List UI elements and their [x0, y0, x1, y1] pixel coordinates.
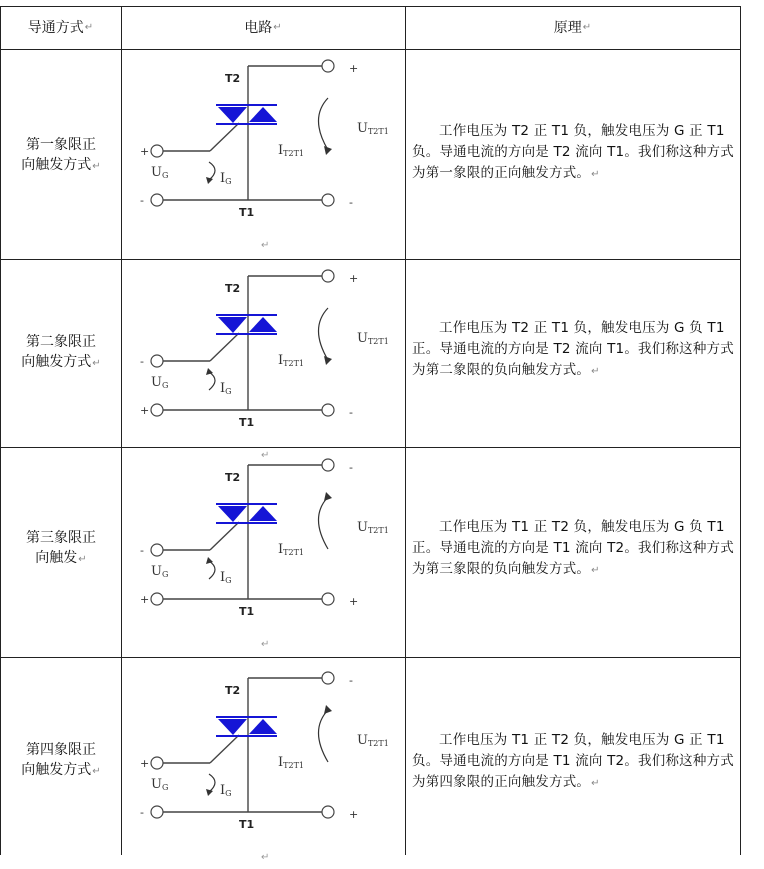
top-polarity-sign: - [349, 674, 353, 687]
ug-label [151, 777, 168, 792]
it2t1-label [278, 143, 304, 158]
ig-label-main: I [220, 381, 226, 396]
t2-label: T2 [225, 282, 241, 295]
t1-label: T1 [239, 605, 255, 618]
ig-label-sub: G [225, 789, 232, 798]
gate-terminal-circle [151, 544, 163, 556]
ug-label-sub: G [161, 783, 169, 792]
triac-circuit-svg [125, 451, 405, 656]
ug-label-sub: G [161, 570, 169, 579]
triac-diode-left [218, 506, 247, 522]
it2t1-label-main: I [278, 755, 284, 770]
ut2t1-label [357, 121, 389, 136]
mode-label-1-line2: 向触发方式↵ [21, 157, 101, 173]
gate-terminal-circle [151, 355, 163, 367]
table-border-left [0, 6, 1, 855]
t1-left-terminal-circle [151, 194, 163, 206]
t2-terminal-circle [322, 270, 334, 282]
triac-circuit-svg [125, 52, 405, 257]
row-divider-3 [0, 657, 741, 658]
mode-label-2-line1: 第二象限正 [26, 334, 96, 350]
ig-label-main: I [220, 783, 226, 798]
gate-lead [210, 522, 239, 550]
ig-label-sub: G [225, 177, 232, 186]
it2t1-label [278, 755, 304, 770]
triac-circuit-svg [125, 664, 405, 869]
circuit-diagram-3 [125, 451, 405, 656]
t1-right-terminal-circle [322, 593, 334, 605]
t2-label: T2 [225, 72, 241, 85]
ig-label [220, 381, 232, 396]
mode-label-4-line1: 第四象限正 [26, 742, 96, 758]
mode-label-4 [6, 740, 116, 782]
gate-current-arrow [209, 774, 215, 792]
circuit-diagram-4 [125, 664, 405, 869]
it2t1-label-sub: T2T1 [283, 761, 304, 770]
triac-diode-left [218, 107, 247, 123]
it2t1-label-sub: T2T1 [283, 149, 304, 158]
header-mode: 导通方式 ↵ [27, 19, 94, 36]
ig-label-sub: G [225, 576, 232, 585]
return-mark: ↵ [261, 639, 270, 650]
mode-label-1 [6, 135, 116, 177]
t1-right-terminal-circle [322, 806, 334, 818]
t1-label: T1 [239, 206, 255, 219]
mode-label-4-line2: 向触发方式↵ [21, 762, 101, 778]
ug-label [151, 564, 168, 579]
it2t1-label-main: I [278, 353, 284, 368]
ut2t1-label-sub: T2T1 [367, 337, 389, 346]
it2t1-label-sub: T2T1 [283, 359, 304, 368]
header-circuit: 电路 ↵ [244, 19, 282, 36]
principle-text-2: 工作电压为 T2 正 T1 负，触发电压为 G 负 T1 正。导通电流的方向是 T2 流向 T1。我们称这种方式为第二象限的负向触发方式。↵ [412, 320, 734, 378]
ut2t1-label-main: U [357, 331, 368, 346]
gate-lead [210, 735, 239, 763]
ug-label [151, 165, 168, 180]
it2t1-label [278, 542, 304, 557]
cathode-polarity-sign: - [140, 806, 144, 819]
bottom-polarity-sign: + [349, 595, 359, 608]
it2t1-label-main: I [278, 542, 284, 557]
ig-label [220, 171, 232, 186]
voltage-arc-arrow [319, 710, 329, 762]
circuit-diagram-2 [125, 262, 405, 467]
gate-current-arrow [209, 372, 215, 390]
ut2t1-label [357, 520, 389, 535]
t1-label: T1 [239, 818, 255, 831]
gate-terminal-circle [151, 757, 163, 769]
triac-diode-right [249, 506, 277, 521]
mode-label-3-line1: 第三象限正 [26, 530, 96, 546]
gate-current-arrow [209, 162, 215, 180]
ut2t1-label-main: U [357, 121, 368, 136]
top-polarity-sign: - [349, 461, 353, 474]
t1-label: T1 [239, 416, 255, 429]
top-polarity-sign: + [349, 62, 359, 75]
t2-terminal-circle [322, 459, 334, 471]
ug-label-sub: G [161, 381, 169, 390]
ig-label-main: I [220, 570, 226, 585]
ig-label-sub: G [225, 387, 232, 396]
it2t1-label-main: I [278, 143, 284, 158]
ut2t1-label [357, 733, 389, 748]
gate-lead [210, 333, 239, 361]
it2t1-label [278, 353, 304, 368]
ig-label [220, 570, 232, 585]
mode-label-1-line1: 第一象限正 [26, 137, 96, 153]
voltage-arc-arrowhead [324, 356, 332, 365]
voltage-arc-arrowhead [324, 705, 332, 714]
bottom-polarity-sign: - [349, 406, 353, 419]
ug-label-main: U [151, 165, 162, 180]
principle-text-4: 工作电压为 T1 正 T2 负，触发电压为 G 正 T1 负。导通电流的方向是 T1 流向 T2。我们称这种方式为第四象限的正向触发方式。↵ [412, 732, 734, 790]
table-divider-col1 [121, 6, 122, 855]
gate-polarity-sign: - [140, 544, 144, 557]
ut2t1-label-main: U [357, 520, 368, 535]
mode-label-2-line2: 向触发方式↵ [21, 354, 101, 370]
return-mark: ↵ [261, 450, 270, 461]
principle-text-1: 工作电压为 T2 正 T1 负，触发电压为 G 正 T1 负。导通电流的方向是 T2 流向 T1。我们称这种方式为第一象限的正向触发方式。↵ [412, 123, 734, 181]
ut2t1-label-sub: T2T1 [367, 127, 389, 136]
t2-label: T2 [225, 684, 241, 697]
triac-circuit-svg [125, 262, 405, 467]
ug-label [151, 375, 168, 390]
gate-polarity-sign: + [140, 757, 150, 770]
ug-label-main: U [151, 375, 162, 390]
cathode-polarity-sign: + [140, 404, 150, 417]
t1-left-terminal-circle [151, 593, 163, 605]
triac-diode-right [249, 107, 277, 122]
t2-terminal-circle [322, 672, 334, 684]
cathode-polarity-sign: - [140, 194, 144, 207]
ut2t1-label [357, 331, 389, 346]
header-principle: 原理 ↵ [553, 19, 592, 36]
cathode-polarity-sign: + [140, 593, 150, 606]
ug-label-main: U [151, 564, 162, 579]
voltage-arc-arrowhead [324, 146, 332, 155]
header-divider [0, 49, 741, 50]
triac-diode-left [218, 317, 247, 333]
t1-right-terminal-circle [322, 404, 334, 416]
bottom-polarity-sign: + [349, 808, 359, 821]
voltage-arc-arrow [319, 98, 329, 150]
ug-label-sub: G [161, 171, 169, 180]
mode-label-3-line2: 向触发↵ [35, 550, 87, 566]
gate-polarity-sign: - [140, 355, 144, 368]
table-divider-col2 [405, 6, 406, 855]
t1-left-terminal-circle [151, 806, 163, 818]
gate-terminal-circle [151, 145, 163, 157]
t2-label: T2 [225, 471, 241, 484]
gate-current-arrow [209, 561, 215, 579]
triac-diode-right [249, 317, 277, 332]
voltage-arc-arrow [319, 497, 329, 549]
row-divider-1 [0, 259, 741, 260]
voltage-arc-arrowhead [324, 492, 332, 501]
return-mark: ↵ [261, 240, 270, 251]
return-mark: ↵ [261, 852, 270, 863]
ut2t1-label-sub: T2T1 [367, 739, 389, 748]
bottom-polarity-sign: - [349, 196, 353, 209]
triac-diode-right [249, 719, 277, 734]
t1-right-terminal-circle [322, 194, 334, 206]
ig-label-main: I [220, 171, 226, 186]
voltage-arc-arrow [319, 308, 329, 360]
principle-text-3: 工作电压为 T1 正 T2 负，触发电压为 G 负 T1 正。导通电流的方向是 T1 流向 T2。我们称这种方式为第三象限的负向触发方式。↵ [412, 519, 734, 577]
mode-label-3 [6, 528, 116, 570]
it2t1-label-sub: T2T1 [283, 548, 304, 557]
triac-diode-left [218, 719, 247, 735]
gate-polarity-sign: + [140, 145, 150, 158]
ug-label-main: U [151, 777, 162, 792]
ig-label [220, 783, 232, 798]
circuit-diagram-1 [125, 52, 405, 257]
t2-terminal-circle [322, 60, 334, 72]
t1-left-terminal-circle [151, 404, 163, 416]
mode-label-2 [6, 332, 116, 374]
gate-lead [210, 123, 239, 151]
top-polarity-sign: + [349, 272, 359, 285]
ut2t1-label-main: U [357, 733, 368, 748]
ut2t1-label-sub: T2T1 [367, 526, 389, 535]
